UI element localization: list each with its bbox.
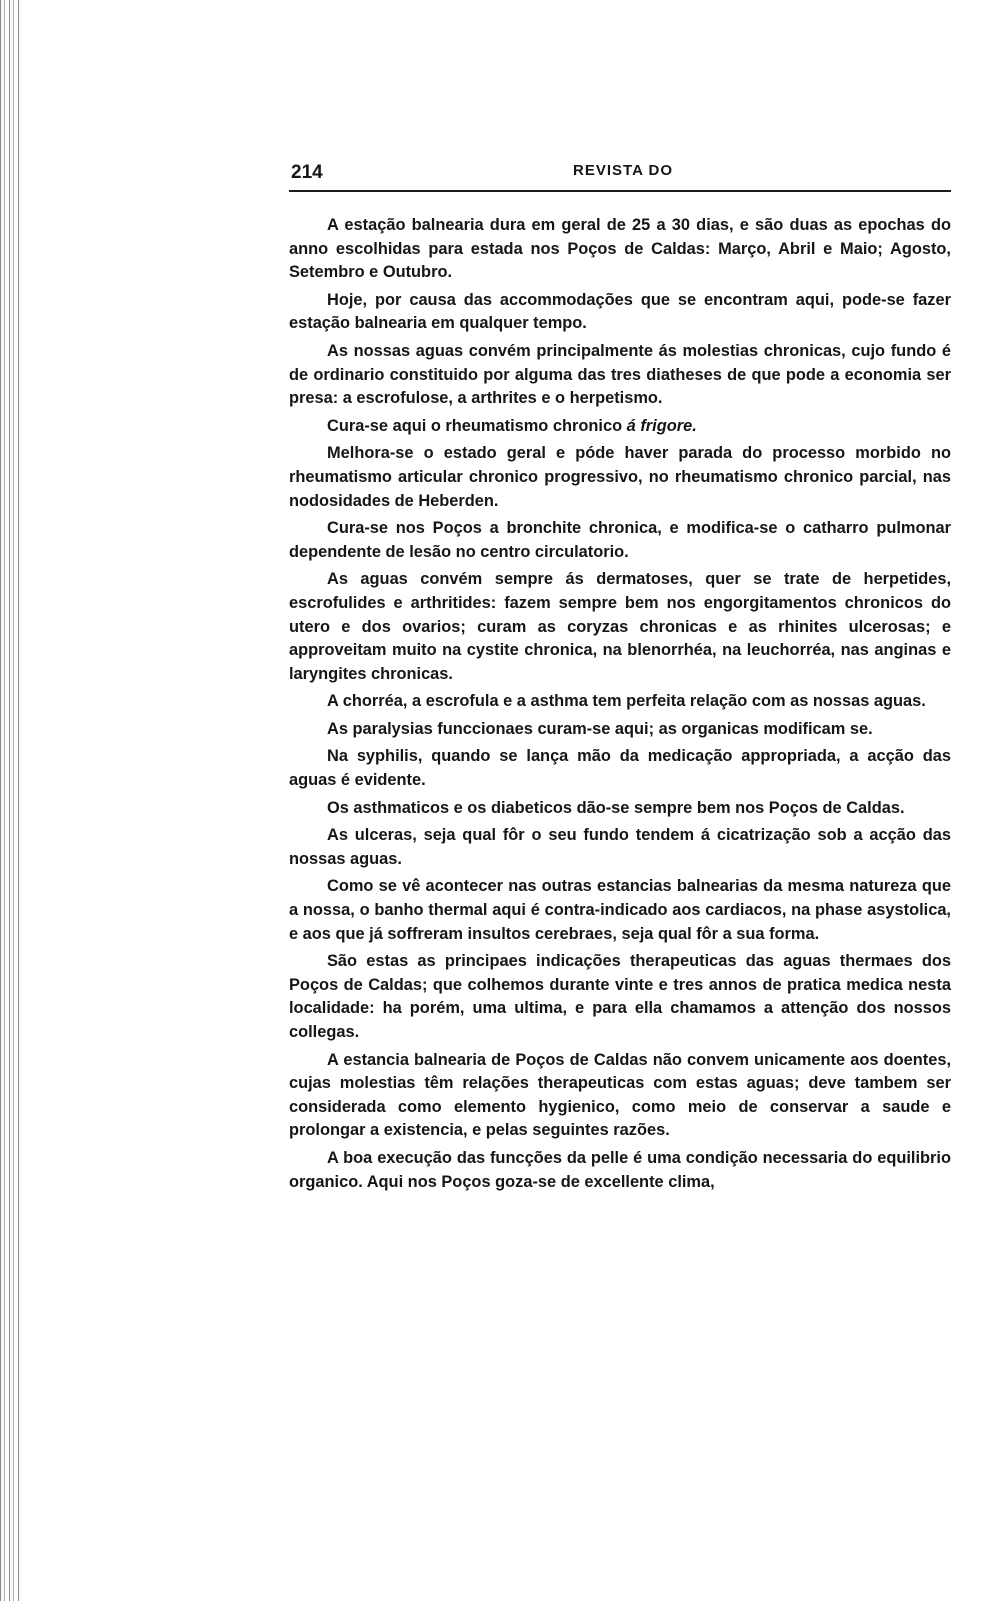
document-body <box>289 214 951 1194</box>
paragraph-14: São estas as principaes indicações therapeuticas das aguas thermaes dos Poços de Caldas; que colhemos durante vinte e tres annos de pratica medica nesta localidade: ha porém, uma ultima, e para ella chamamos a attenção dos nossos collegas. <box>289 952 951 1041</box>
paragraph-10: Na syphilis, quando se lança mão da medicação appropriada, a acção das aguas é evidente. <box>289 747 951 790</box>
paragraph-13: Como se vê acontecer nas outras estancias balnearias da mesma natureza que a nossa, o banho thermal aqui é contra-indicado aos cardiacos, na phase asystolica, e aos que já soffreram insultos cerebraes, seja qual fôr a sua forma. <box>289 877 951 943</box>
page-number: 214 <box>291 162 323 183</box>
paragraph-7: As aguas convém sempre ás dermatoses, quer se trate de herpetides, escrofulides e arthritides: fazem sempre bem nos engorgitamentos chronicos do utero e dos ovarios; curam as coryzas chronicas e as rhinites ulcerosas; e approveitam muito na cystite chronica, na blenorrhéa, na leuchorréa, nas anginas e laryngites chronicas. <box>289 570 951 683</box>
paragraph-8: A chorréa, a escrofula e a asthma tem perfeita relação com as nossas aguas. <box>327 692 926 711</box>
paragraph-11: Os asthmaticos e os diabeticos dão-se sempre bem nos Poços de Caldas. <box>327 798 905 817</box>
paragraph-4 <box>289 415 951 439</box>
paragraph-12: As ulceras, seja qual fôr o seu fundo tendem á cicatrização sob a acção das nossas aguas. <box>289 826 951 868</box>
paragraph-9: As paralysias funccionaes curam-se aqui; as organicas modificam se. <box>327 719 873 738</box>
paragraph-15: A estancia balnearia de Poços de Caldas não convem unicamente aos doentes, cujas molestias têm relações therapeuticas com estas aguas; deve tambem ser considerada como elemento hygienico, como meio de conservar a saude e prolongar a existencia, e pelas seguintes razões. <box>289 1050 951 1140</box>
a-frigore-italic: á frigore. <box>626 416 697 435</box>
paragraph-1: A estação balnearia dura em geral de 25 a 30 dias, e são duas as epochas do anno escolhidas para estada nos Poços de Caldas: Março, Abril e Maio; Agosto, Setembro e Outubro. <box>289 216 951 282</box>
paragraph-5: Melhora-se o estado geral e póde haver parada do processo morbido no rheumatismo articular chronico progressivo, no rheumatismo chronico parcial, nas nodosidades de Heberden. <box>289 444 951 510</box>
scan-binding-edge <box>0 0 22 1601</box>
paragraph-4-text: Cura-se aqui o rheumatismo chronico <box>327 416 623 435</box>
paragraph-6: Cura-se nos Poços a bronchite chronica, e modifica-se o catharro pulmonar dependente de lesão no centro circulatorio. <box>289 519 951 561</box>
paragraph-2: Hoje, por causa das accommodações que se encontram aqui, pode-se fazer estação balnearia em qualquer tempo. <box>289 290 951 333</box>
paragraph-16: A boa execução das funcções da pelle é uma condição necessaria do equilibrio organico. Aqui nos Poços goza-se de excellente clima, <box>289 1148 951 1191</box>
document-page <box>289 156 951 1198</box>
page-header <box>289 156 951 192</box>
paragraph-3: As nossas aguas convém principalmente ás molestias chronicas, cujo fundo é de ordinario constituido por alguma das tres diatheses de que pode a economia ser presa: a escrofulose, a arthrites e o herpetismo. <box>289 341 951 408</box>
running-head: REVISTA DO <box>573 162 674 179</box>
